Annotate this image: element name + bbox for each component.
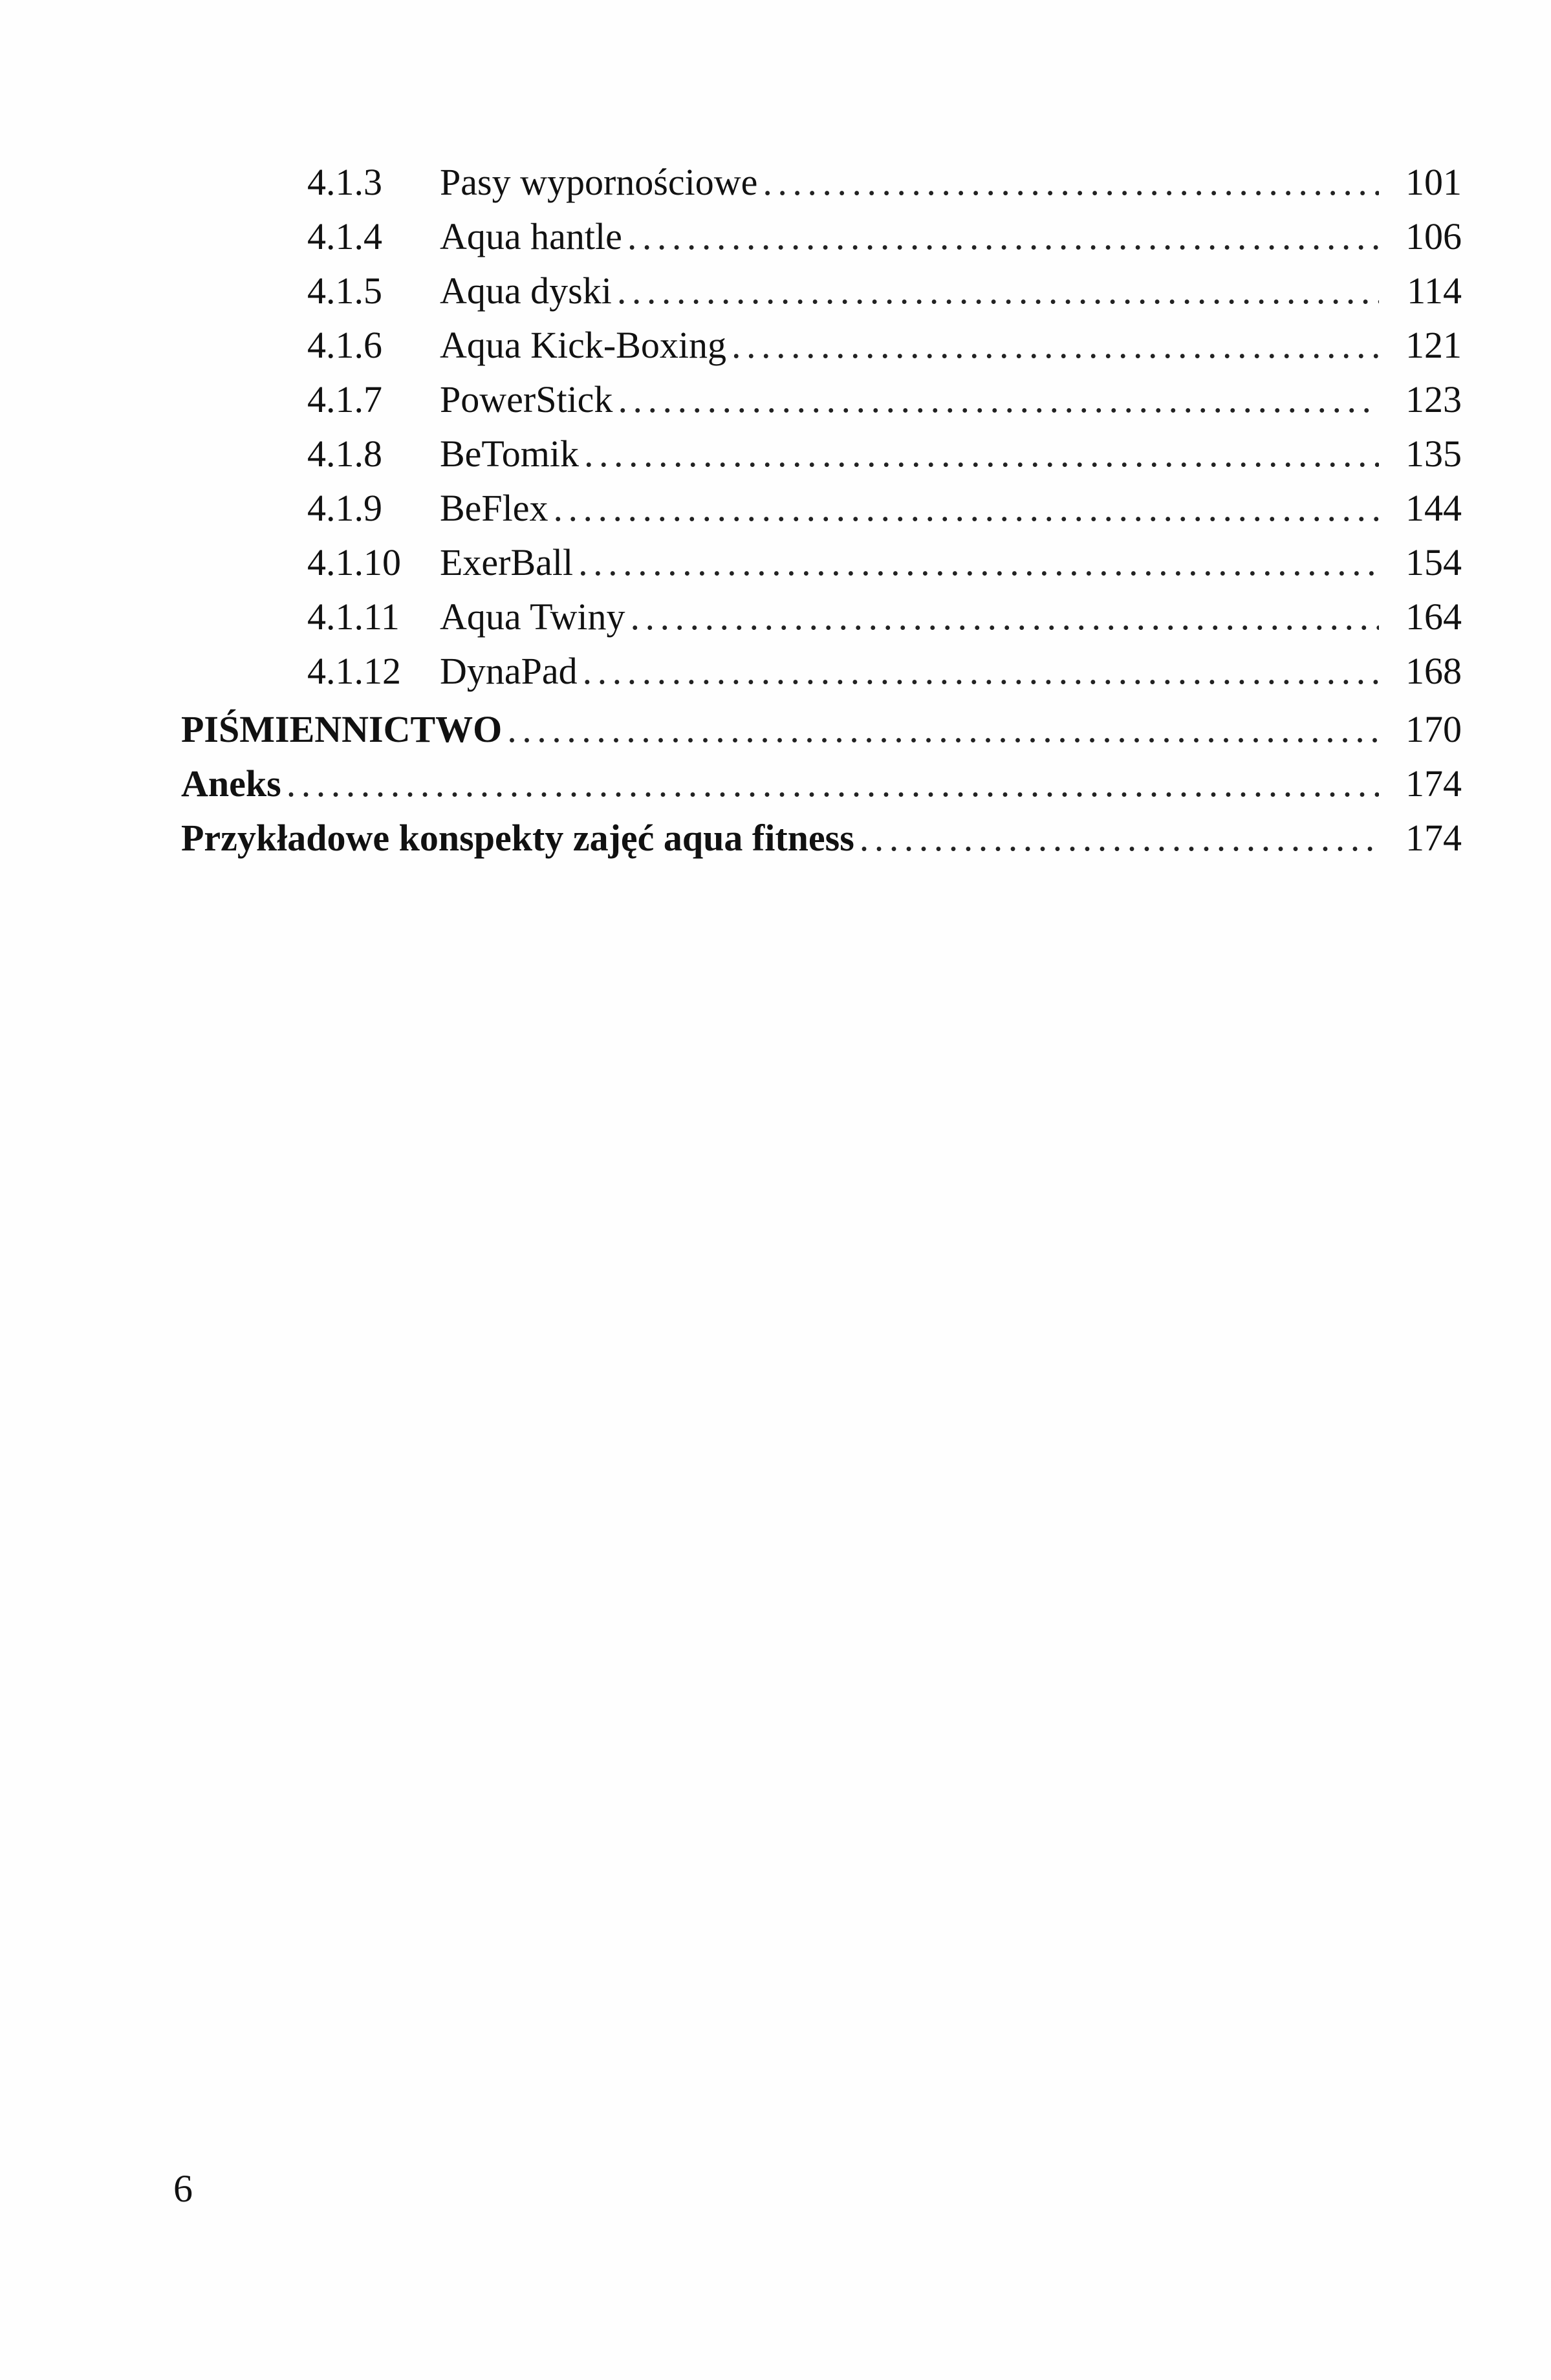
dot-leader bbox=[763, 155, 1379, 210]
toc-entry bbox=[181, 481, 1462, 536]
toc-entry-page: 101 bbox=[1405, 161, 1462, 203]
toc-entry-number: 4.1.6 bbox=[307, 324, 382, 366]
dot-leader bbox=[583, 644, 1379, 698]
toc-section-title: Przykładowe konspekty zajęć aqua fitness bbox=[181, 817, 854, 859]
toc-section-page: 170 bbox=[1405, 708, 1462, 750]
toc-entry-title: PowerStick bbox=[440, 378, 613, 420]
toc-section-page: 174 bbox=[1405, 817, 1462, 859]
toc-entry bbox=[181, 644, 1462, 698]
page-number: 6 bbox=[173, 2167, 193, 2210]
toc-entry bbox=[181, 373, 1462, 427]
toc-entry-title: Pasy wypornościowe bbox=[440, 161, 758, 203]
toc-entry-page: 164 bbox=[1405, 596, 1462, 638]
toc-section-entry bbox=[181, 757, 1462, 811]
toc-entry-title: Aqua Twiny bbox=[440, 596, 625, 638]
dot-leader bbox=[732, 318, 1379, 373]
toc-entry-number: 4.1.9 bbox=[307, 487, 382, 529]
toc-entry-title: BeTomik bbox=[440, 433, 580, 475]
toc-entry-page: 123 bbox=[1405, 378, 1462, 420]
dot-leader bbox=[627, 210, 1379, 264]
toc-entry bbox=[181, 318, 1462, 373]
toc-section-entry bbox=[181, 702, 1462, 757]
toc-section-title: PIŚMIENNICTWO bbox=[181, 708, 503, 750]
toc-section-page: 174 bbox=[1405, 763, 1462, 805]
dot-leader bbox=[287, 757, 1379, 811]
toc-entry bbox=[181, 536, 1462, 590]
toc-entry-page: 154 bbox=[1405, 541, 1462, 583]
toc-entry bbox=[181, 427, 1462, 481]
toc-entry-number: 4.1.5 bbox=[307, 270, 382, 312]
toc-section-entry bbox=[181, 811, 1462, 865]
dot-leader bbox=[618, 373, 1379, 427]
toc-entry-title: ExerBall bbox=[440, 541, 574, 583]
toc-entry bbox=[181, 264, 1462, 318]
dot-leader bbox=[860, 811, 1379, 865]
dot-leader bbox=[584, 427, 1379, 481]
toc-entry-page: 106 bbox=[1405, 215, 1462, 257]
toc-entry-title: Aqua dyski bbox=[440, 270, 612, 312]
toc-entry-number: 4.1.7 bbox=[307, 378, 382, 420]
toc-entry-number: 4.1.3 bbox=[307, 161, 382, 203]
toc-entry-page: 121 bbox=[1405, 324, 1462, 366]
dot-leader bbox=[617, 264, 1379, 318]
toc-entry-page: 144 bbox=[1405, 487, 1462, 529]
toc-entry-number: 4.1.4 bbox=[307, 215, 382, 257]
toc-entry-title: DynaPad bbox=[440, 650, 578, 692]
toc-entry bbox=[181, 155, 1462, 210]
toc-entry-number: 4.1.8 bbox=[307, 433, 382, 475]
toc-entry-title: Aqua hantle bbox=[440, 215, 622, 257]
toc-entry-number: 4.1.10 bbox=[307, 541, 401, 583]
toc-entry-page: 114 bbox=[1407, 270, 1462, 312]
toc-entry-title: Aqua Kick-Boxing bbox=[440, 324, 726, 366]
toc-entry-number: 4.1.11 bbox=[307, 596, 400, 638]
dot-leader bbox=[578, 536, 1379, 590]
table-of-contents bbox=[181, 155, 1462, 865]
dot-leader bbox=[554, 481, 1379, 536]
toc-entry-number: 4.1.12 bbox=[307, 650, 401, 692]
toc-section-title: Aneks bbox=[181, 763, 281, 805]
toc-entry-page: 168 bbox=[1405, 650, 1462, 692]
toc-entry bbox=[181, 210, 1462, 264]
toc-entry-page: 135 bbox=[1405, 433, 1462, 475]
dot-leader bbox=[630, 590, 1379, 644]
toc-entry bbox=[181, 590, 1462, 644]
toc-entry-title: BeFlex bbox=[440, 487, 548, 529]
dot-leader bbox=[507, 702, 1379, 757]
